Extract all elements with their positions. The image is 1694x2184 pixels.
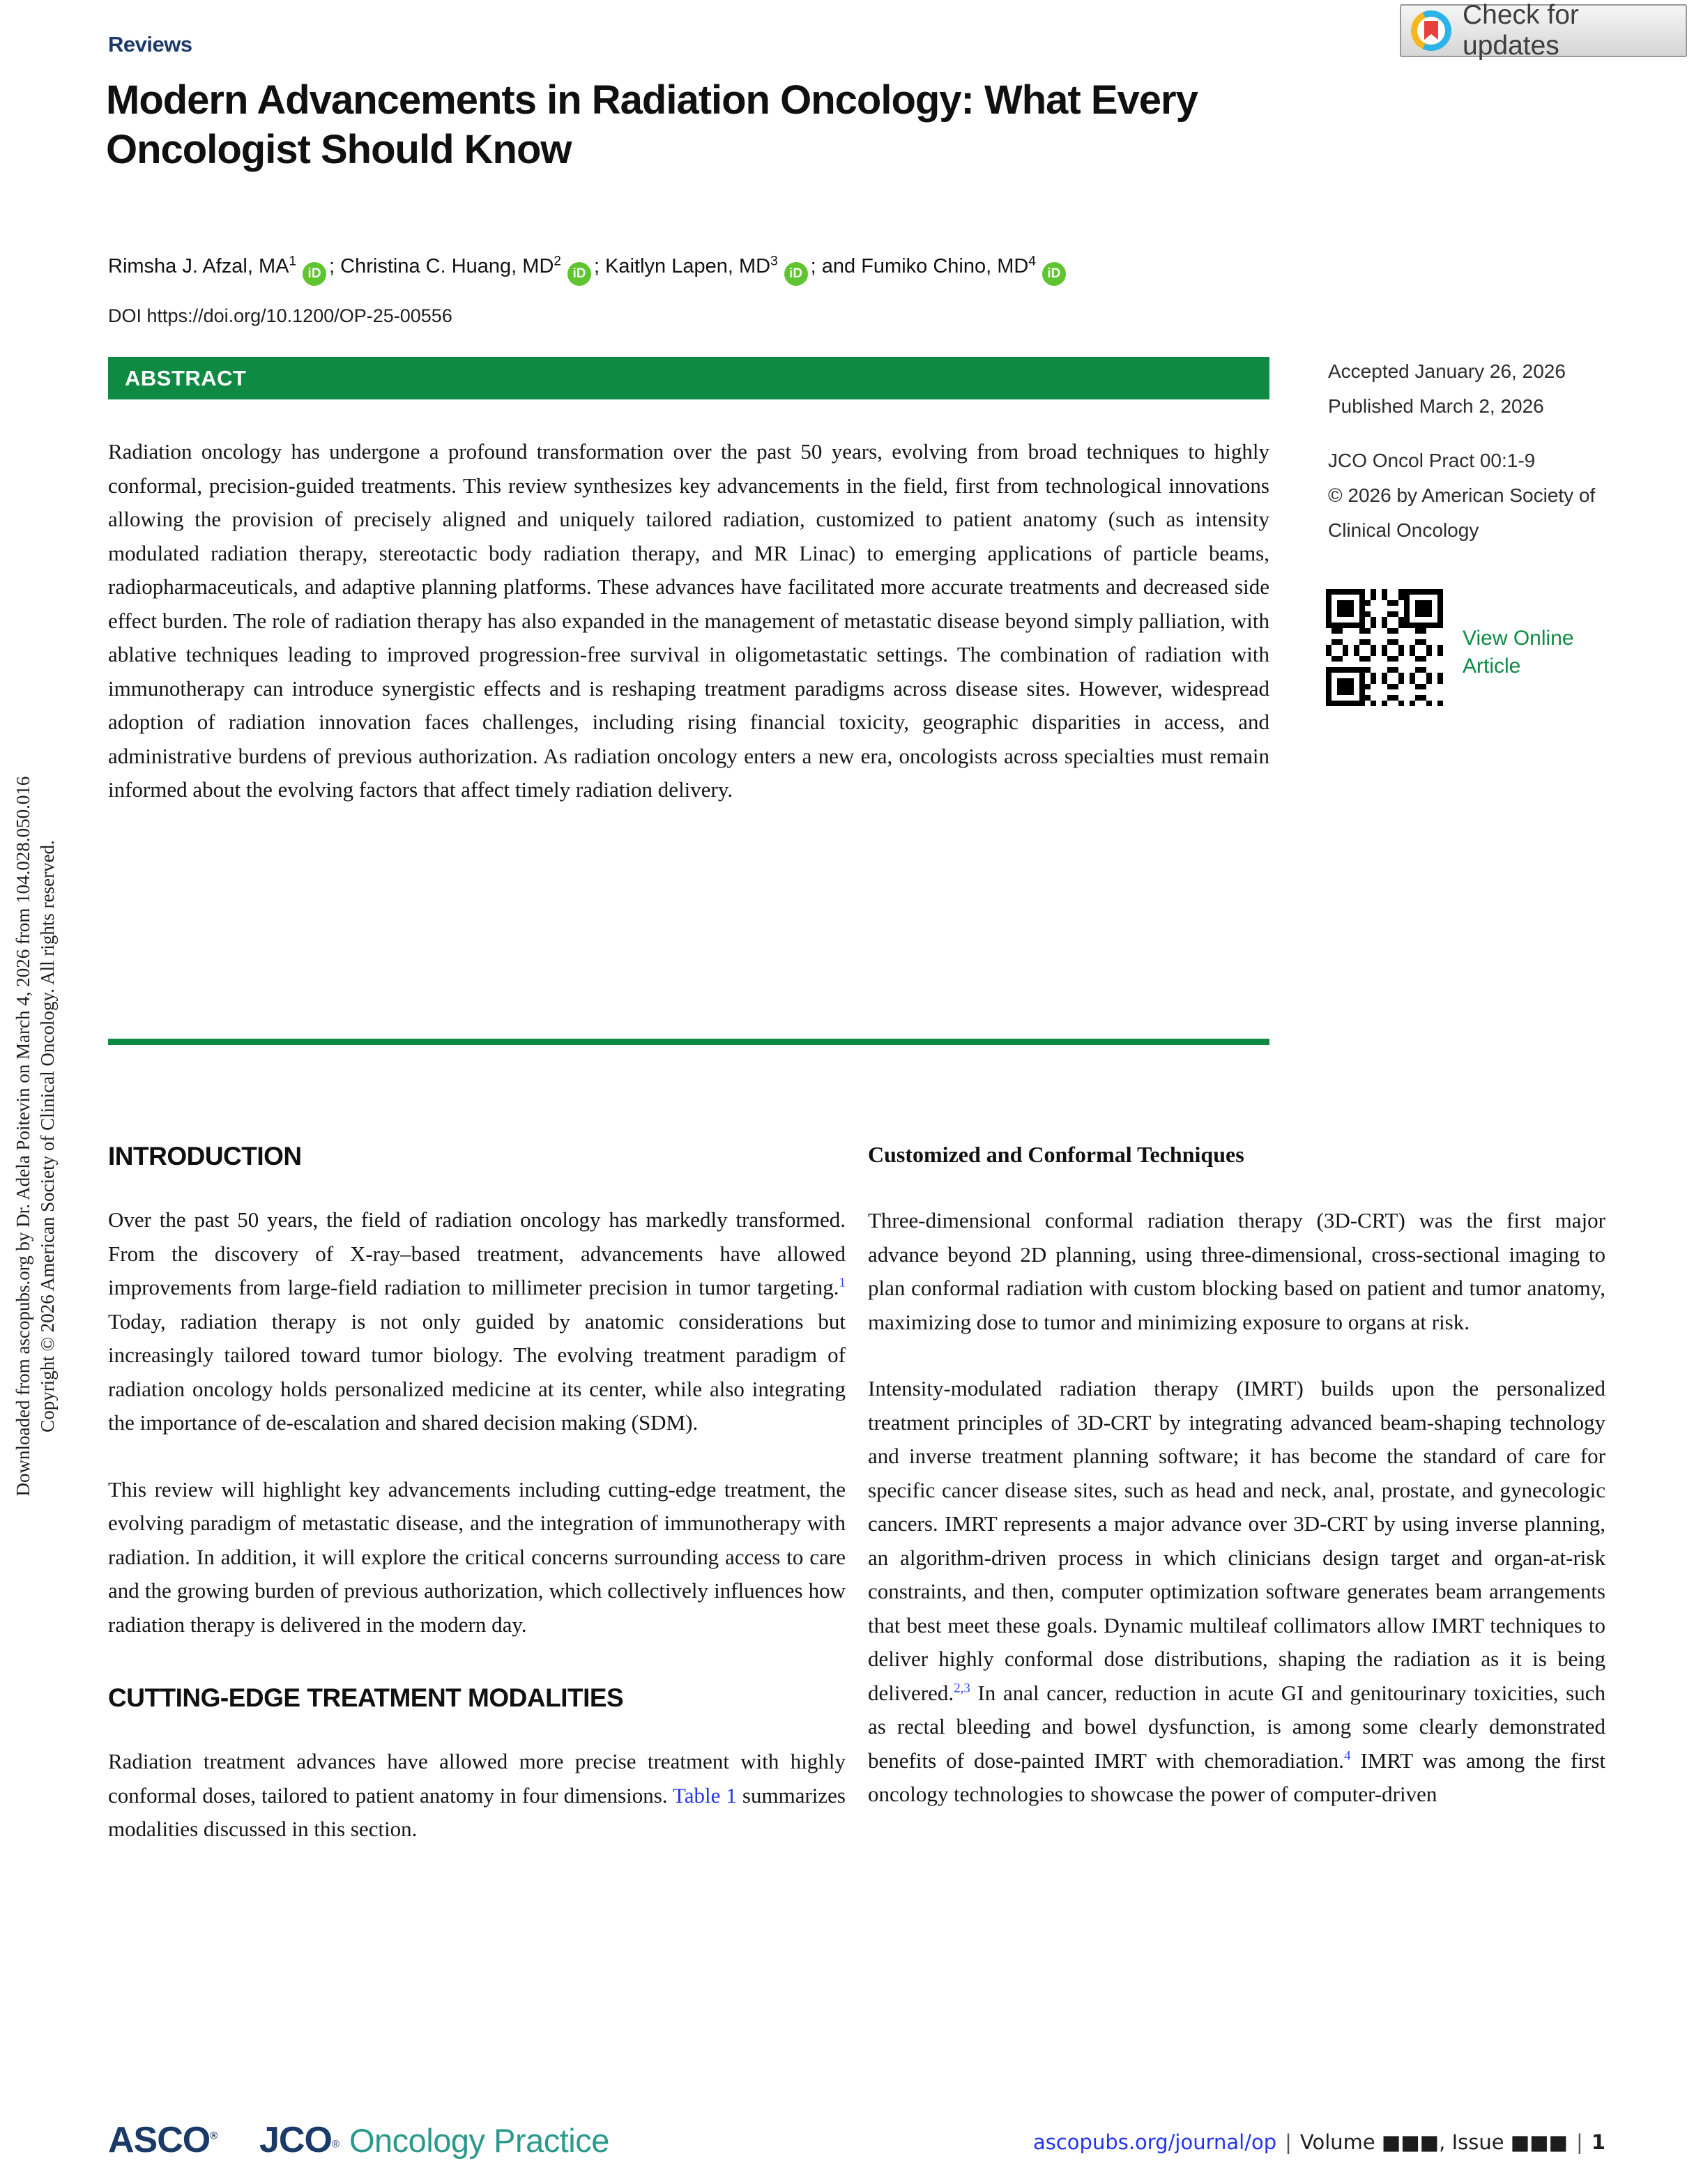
article-category: Reviews	[108, 32, 192, 56]
author-affiliation-sup: 1	[289, 254, 297, 269]
conformal-techniques-heading: Customized and Conformal Techniques	[868, 1142, 1244, 1167]
orcid-icon[interactable]	[303, 262, 326, 286]
watermark-line1: Downloaded from ascopubs.org by Dr. Adela Poitevin on March 4, 2026 from 104.028.050.016	[13, 776, 33, 1497]
paragraph-text: Intensity-modulated radiation therapy (IMRT) builds upon the personalized treatment principles of 3D-CRT by integrating advanced beam-shaping technology and inverse treatment planning software; it has become the standard of care for specific cancer disease sites, such as head and neck, anal, prostate, and gynecologic cancers. IMRT represents a major advance over 3D-CRT by using inverse planning, an algorithm-driven process in which clinicians design target and organ-at-risk constraints, and then, computer optimization software generates beam arrangements that best meet these goals. Dynamic multileaf collimators allow IMRT techniques to deliver highly conformal dose distributions, shaping the radiation as it is being delivered.	[868, 1376, 1605, 1705]
author-affiliation-sup: 4	[1028, 254, 1036, 269]
crossmark-inner-circle	[1417, 17, 1445, 45]
footer-divider: |	[1576, 2130, 1583, 2154]
asco-logo	[108, 2119, 217, 2161]
paragraph-text: summarizes modalities discussed in this section.	[108, 1782, 846, 1841]
paragraph-text: Over the past 50 years, the field of radiation oncology has markedly transformed. From the discovery of X-ray–based treatment, advancements have allowed improvements from large-field radiation to millimeter precision in tumor targeting.	[108, 1207, 846, 1299]
abstract-header-label: ABSTRACT	[125, 366, 247, 390]
crossmark-icon	[1411, 10, 1451, 51]
reference-link[interactable]: 2,3	[954, 1681, 970, 1696]
orcid-label: iD	[1047, 266, 1061, 281]
reference-link[interactable]: 4	[1344, 1748, 1351, 1764]
author-affiliation-sup: 2	[554, 254, 561, 269]
check-for-updates-label: Check for updates	[1463, 0, 1579, 61]
check-for-updates-badge[interactable]	[1400, 0, 1687, 61]
orcid-icon[interactable]	[784, 262, 808, 286]
page-footer	[0, 2114, 1694, 2169]
bookmark-icon	[1424, 21, 1438, 40]
journal-reference: JCO Oncol Pract 00:1-9	[1328, 450, 1536, 471]
registered-mark: ®	[210, 2130, 218, 2142]
author-line	[108, 255, 1433, 286]
doi-value: https://doi.org/10.1200/OP-25-00556	[146, 305, 452, 326]
view-online-line2: Article	[1463, 655, 1521, 678]
paragraph-text: In anal cancer, reduction in acute GI and genitourinary toxicities, such as rectal bleeding and bowel dysfunction, is among some clearly demonstrated benefits of dose-painted IMRT with chemoradiation.	[868, 1680, 1605, 1773]
paragraph-text: Today, radiation therapy is not only guided by anatomic considerations but increasingly tailored toward tumor biology. The evolving treatment paradigm of radiation oncology holds personalized medicine at its center, while also integrating the importance of de-escalation and shared decision making (SDM).	[108, 1308, 846, 1435]
author-separator: ;	[329, 255, 341, 277]
download-watermark	[11, 603, 60, 1670]
paragraph-text: Radiation treatment advances have allowed more precise treatment with highly conformal doses, tailored to patient anatomy in four dimensions.	[108, 1749, 846, 1808]
introduction-heading: INTRODUCTION	[108, 1142, 302, 1170]
copyright-notice: © 2026 by American Society of Clinical Oncology	[1328, 484, 1596, 541]
author-separator: ; and	[810, 255, 862, 277]
abstract-text: Radiation oncology has undergone a profound transformation over the past 50 years, evolving from broad techniques to highly conformal, precision-guided treatments. This review synthesizes key advancements in the field, first from technological innovations allowing the provision of precisely aligned and uniquely tailored radiation, customized to patient anatomy (such as intensity modulated radiation therapy, stereotactic body radiation therapy, and MR Linac) to emerging applications of particle beams, radiopharmaceuticals, and adaptive planning platforms. These advances have facilitated more accurate treatments and decreased side effect burden. The role of radiation therapy has also expanded in the management of metastatic disease beyond simply palliation, with ablative techniques leading to improved progression-free survival in oligometastatic settings. The combination of radiation with immunotherapy can introduce synergistic effects and is reshaping treatment paradigms across disease sites. However, widespread adoption of radiation innovation faces challenges, including rising financial toxicity, geographic disparities in access, and administrative burdens of previous authorization. As radiation oncology enters a new era, oncologists across specialties must remain informed about the evolving factors that affect timely radiation delivery.	[108, 439, 1269, 802]
orcid-label: iD	[307, 266, 321, 281]
cutting-edge-heading: CUTTING-EDGE TREATMENT MODALITIES	[108, 1683, 624, 1712]
abstract-header	[108, 357, 1269, 399]
qr-code	[1326, 589, 1443, 706]
intro-paragraph-2: This review will highlight key advancements including cutting-edge treatment, the evolving paradigm of metastatic disease, and the integration of immunotherapy with radiation. In addition, it will explore the critical concerns surrounding access to care and the growing burden of previous authorization, which collectively influences how radiation therapy is delivered in the modern day.	[108, 1476, 846, 1637]
paragraph-text: IMRT was among the first oncology technologies to showcase the power of computer-driven	[868, 1748, 1605, 1806]
author-separator: ;	[593, 255, 606, 277]
imrt-paragraph	[868, 1372, 1605, 1812]
crt-paragraph: Three-dimensional conformal radiation therapy (3D-CRT) was the first major advance beyond 2D planning, using three-dimensional, cross-sectional imaging to plan conformal radiation with custom blocking based on patient and tumor anatomy, maximizing dose to tumor and minimizing exposure to organs at risk.	[868, 1208, 1605, 1334]
orcid-icon[interactable]	[1042, 262, 1066, 286]
asco-logo-text: ASCO	[108, 2120, 211, 2160]
right-column	[868, 1142, 1605, 1845]
reference-link[interactable]: 1	[839, 1275, 846, 1290]
volume-issue-text: Volume ■■■, Issue ■■■	[1299, 2130, 1569, 2154]
author-name: Fumiko Chino, MD	[861, 255, 1029, 277]
table-1-link[interactable]: Table 1	[673, 1782, 737, 1808]
view-online-link[interactable]	[1463, 625, 1574, 680]
journal-url-link[interactable]: ascopubs.org/journal/op	[1032, 2130, 1277, 2154]
publication-info	[1328, 354, 1607, 548]
footer-meta	[1033, 2130, 1605, 2154]
author-name: Christina C. Huang, MD	[340, 255, 554, 277]
view-online-line1: View Online	[1463, 627, 1574, 650]
jco-oncology-practice-logo	[259, 2119, 609, 2161]
author-name: Kaitlyn Lapen, MD	[605, 255, 771, 277]
orcid-label: iD	[572, 266, 586, 281]
spacer	[1328, 424, 1607, 443]
published-date: Published March 2, 2026	[1328, 395, 1544, 417]
left-column	[108, 1142, 846, 1879]
section-divider	[108, 1039, 1269, 1045]
article-title: Modern Advancements in Radiation Oncology: What Every Oncologist Should Know	[106, 77, 1198, 172]
orcid-icon[interactable]	[567, 262, 591, 286]
doi-line	[108, 305, 452, 327]
page-number: 1	[1591, 2130, 1605, 2154]
accepted-date: Accepted January 26, 2026	[1328, 360, 1566, 382]
author-affiliation-sup: 3	[770, 254, 778, 269]
modalities-paragraph	[108, 1745, 846, 1847]
orcid-label: iD	[789, 266, 803, 281]
jco-logo-text: JCO	[259, 2120, 332, 2160]
author-name: Rimsha J. Afzal, MA	[108, 255, 289, 277]
doi-label: DOI	[108, 305, 142, 326]
watermark-line2: Copyright © 2026 American Society of Clinical Oncology. All rights reserved.	[37, 840, 58, 1433]
intro-paragraph-1	[108, 1203, 846, 1440]
footer-divider: |	[1285, 2130, 1292, 2154]
journal-name: Oncology Practice	[349, 2122, 609, 2159]
registered-mark: ®	[331, 2138, 339, 2151]
